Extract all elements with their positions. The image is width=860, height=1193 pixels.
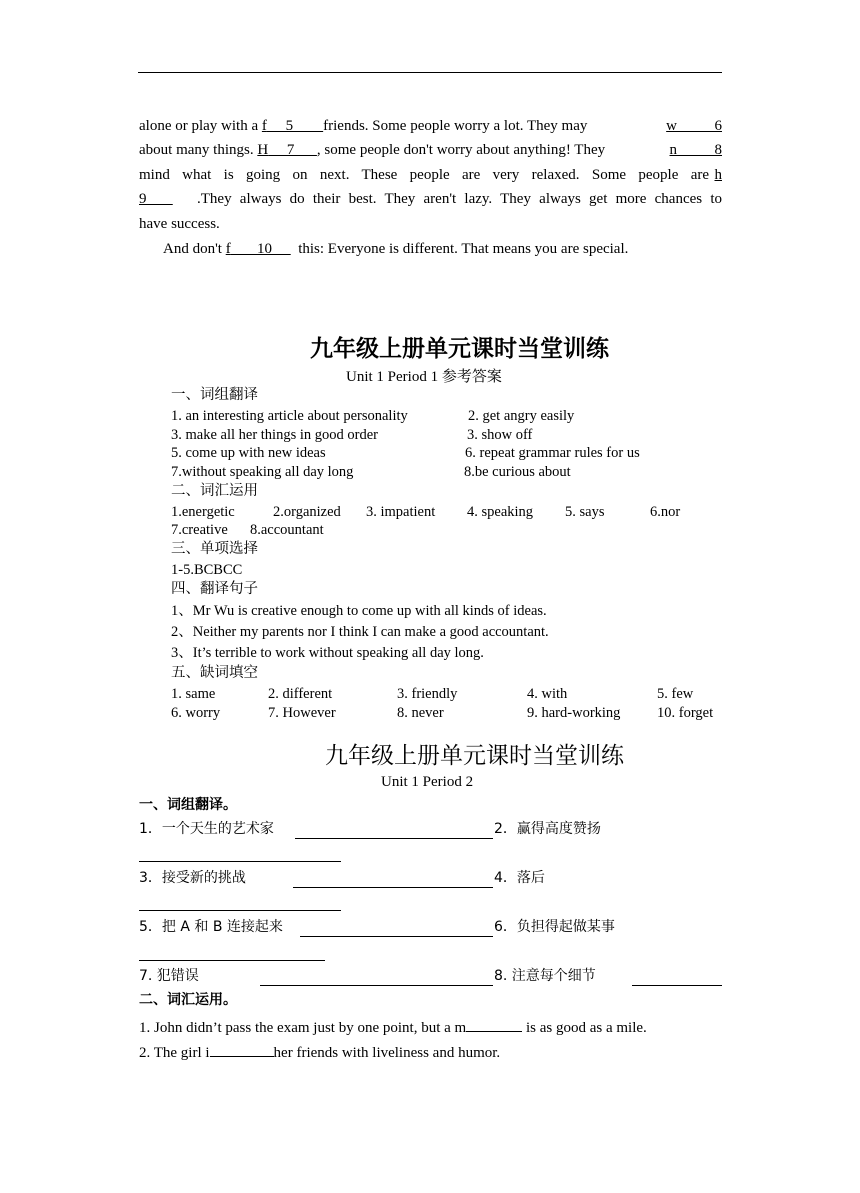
answer-s4-3: 3、It’s terrible to work without speaking all day long.: [171, 645, 484, 661]
blank-9-letter: h: [714, 167, 722, 183]
answer-subtitle: Unit 1 Period 1 参考答案: [346, 369, 502, 385]
answer-s1-4: 3. show off: [467, 427, 533, 443]
answer-sec4-heading: 四、翻译句子: [171, 581, 258, 597]
answer-s1-3: 3. make all her things in good order: [171, 427, 378, 443]
answer-s2-7: 7.creative: [171, 522, 228, 538]
q8-blank[interactable]: [632, 985, 722, 986]
q1-label: 1．一个天生的艺术家: [139, 821, 274, 837]
answer-s2-6: 6.nor: [650, 504, 681, 520]
q2-label: 2．赢得高度赞扬: [494, 821, 601, 837]
passage-line-1: alone or play with a f 5 friends. Some people worry a lot. They may: [139, 118, 588, 134]
answer-s4-1: 1、Mr Wu is creative enough to come up with all kinds of ideas.: [171, 603, 547, 619]
vocab-q2-blank[interactable]: [210, 1042, 274, 1057]
answer-s2-1: 1.energetic: [171, 504, 235, 520]
answer-sec5-heading: 五、缺词填空: [171, 665, 258, 681]
q7-blank[interactable]: [260, 985, 493, 986]
q4-label: 4．落后: [494, 870, 545, 886]
answer-s5-item: 2. different: [268, 686, 333, 702]
q2-blank[interactable]: [139, 861, 341, 862]
passage-line-5: have success.: [139, 216, 220, 232]
answer-s1-1: 1. an interesting article about personality: [171, 408, 408, 424]
answer-s5-item: 6. worry: [171, 705, 221, 721]
answer-sec2-heading: 二、词汇运用: [171, 483, 258, 499]
passage-line-3: mind what is going on next. These people are very relaxed. Some people are: [139, 167, 709, 183]
period2-sec1-heading: 一、词组翻译。: [139, 797, 237, 813]
passage-line-6: And don't f 10 this: Everyone is different. That means you are special.: [163, 241, 629, 257]
answer-s2-3: 3. impatient: [366, 504, 436, 520]
q6-label: 6．负担得起做某事: [494, 919, 615, 935]
answer-sec3-heading: 三、单项选择: [171, 541, 258, 557]
passage-line-4-text: .They always do their best. They aren't lazy. They always get more chances to: [197, 191, 722, 207]
answer-s5-item: 8. never: [397, 705, 444, 721]
answer-s5-item: 3. friendly: [397, 686, 458, 702]
passage-line-2: about many things. H 7 , some people don't worry about anything! They: [139, 142, 606, 158]
answer-s5-item: 5. few: [657, 686, 694, 702]
blank-8: n 8: [669, 142, 722, 158]
answer-s5-item: 7. However: [268, 705, 336, 721]
answer-s2-8: 8.accountant: [250, 522, 324, 538]
answer-sec1-heading: 一、词组翻译: [171, 387, 258, 403]
header-rule: [138, 72, 722, 73]
answer-s2-4: 4. speaking: [467, 504, 534, 520]
q7-label: 7. 犯错误: [139, 968, 199, 984]
period2-title: 九年级上册单元课时当堂训练: [325, 743, 624, 769]
answer-s5-item: 4. with: [527, 686, 568, 702]
q6-blank[interactable]: [139, 960, 325, 961]
q5-blank[interactable]: [300, 936, 493, 937]
answer-s1-6: 6. repeat grammar rules for us: [465, 445, 640, 461]
q1-blank[interactable]: [295, 838, 493, 839]
vocab-q1-blank[interactable]: [466, 1017, 522, 1032]
vocab-q2: 2. The girl i her friends with liveliness and humor.: [139, 1042, 500, 1062]
period2-subtitle: Unit 1 Period 2: [381, 774, 474, 790]
passage-line-4: 9: [139, 191, 147, 207]
blank-6: w 6: [666, 118, 722, 134]
q5-label: 5．把 A 和 B 连接起来: [139, 919, 283, 935]
answer-s2-5: 5. says: [565, 504, 605, 520]
answer-s5-item: 9. hard-working: [527, 705, 621, 721]
q8-label: 8. 注意每个细节: [494, 968, 596, 984]
answer-s3-1: 1-5.BCBCC: [171, 562, 243, 578]
answer-s1-5: 5. come up with new ideas: [171, 445, 326, 461]
q4-blank[interactable]: [139, 910, 341, 911]
answer-s2-2: 2.organized: [273, 504, 341, 520]
period2-sec2-heading: 二、词汇运用。: [139, 992, 237, 1008]
answer-s5-item: 1. same: [171, 686, 216, 702]
answer-s1-2: 2. get angry easily: [468, 408, 575, 424]
answer-s4-2: 2、Neither my parents nor I think I can make a good accountant.: [171, 624, 549, 640]
q3-label: 3．接受新的挑战: [139, 870, 246, 886]
q3-blank[interactable]: [293, 887, 493, 888]
answer-s1-7: 7.without speaking all day long: [171, 464, 354, 480]
vocab-q1: 1. John didn’t pass the exam just by one point, but a m is as good as a mile.: [139, 1017, 647, 1037]
answer-s1-8: 8.be curious about: [464, 464, 571, 480]
answer-title: 九年级上册单元课时当堂训练: [310, 336, 609, 362]
answer-s5-item: 10. forget: [657, 705, 714, 721]
